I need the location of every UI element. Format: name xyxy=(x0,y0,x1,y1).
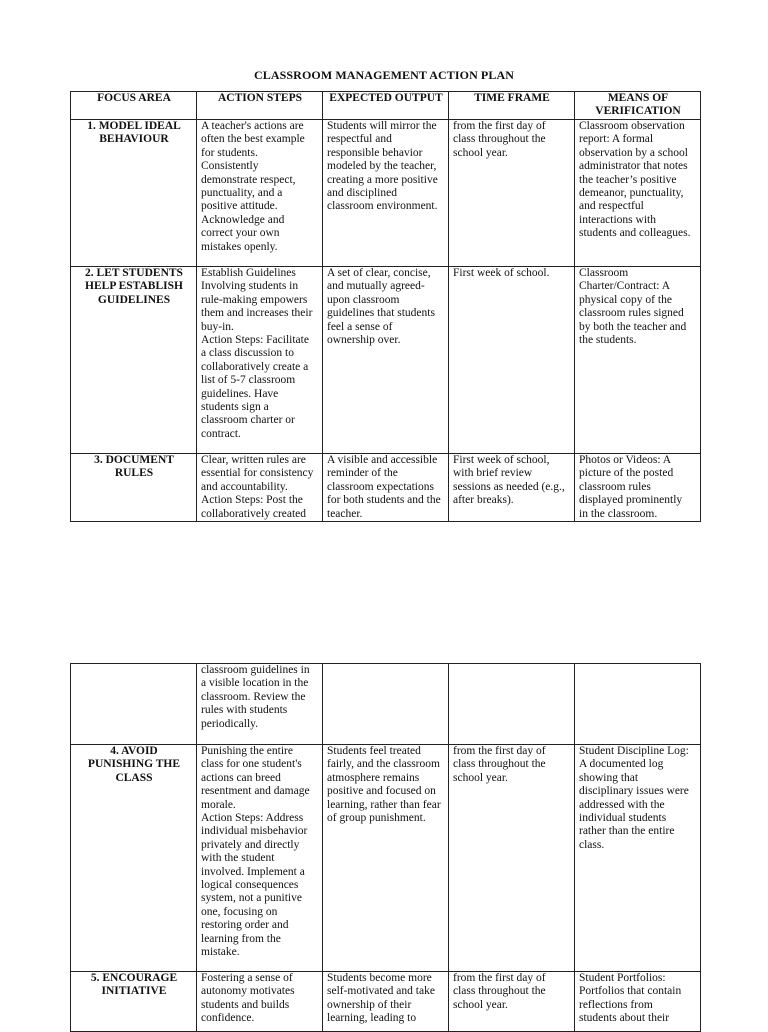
header-time-frame: TIME FRAME xyxy=(449,92,575,120)
document-title: CLASSROOM MANAGEMENT ACTION PLAN xyxy=(254,68,514,82)
verification-cell: Photos or Videos: A picture of the posted classroom rules displayed prominently in the classroom. xyxy=(575,454,701,522)
header-expected-output: EXPECTED OUTPUT xyxy=(323,92,449,120)
table-row xyxy=(71,664,701,745)
action-steps-cell: Punishing the entire class for one student's actions can breed resentment and damage morale. Action Steps: Address individual misbehavior privately and directly with the student involved. Implement a logical consequences system, not a punitive one, focusing on restoring order and learning from the mistake. xyxy=(197,745,323,972)
verification-cell: Classroom observation report: A formal observation by a school administrator that notes the teacher’s positive demeanor, punctuality, and respectful interactions with students and colleagues. xyxy=(575,120,701,267)
time-frame-cell: First week of school. xyxy=(449,267,575,454)
action-plan-table-page-2 xyxy=(70,663,701,1032)
verification-cell: Student Portfolios: Portfolios that contain reflections from students about their xyxy=(575,972,701,1032)
table-header-row xyxy=(71,92,701,120)
action-steps-cell: Establish Guidelines Involving students in rule-making empowers them and increases their buy-in. Action Steps: Facilitate a class discussion to collaboratively create a list of 5-7 classroom guidelines. Have students sign a classroom charter or contract. xyxy=(197,267,323,454)
expected-output-cell: Students become more self-motivated and take ownership of their learning, leading to xyxy=(323,972,449,1032)
focus-area-cell xyxy=(71,664,197,745)
verification-cell: Classroom Charter/Contract: A physical copy of the classroom rules signed by both the teacher and the students. xyxy=(575,267,701,454)
expected-output-cell xyxy=(323,664,449,745)
time-frame-cell: from the first day of class throughout the school year. xyxy=(449,745,575,972)
action-steps-cell: A teacher's actions are often the best example for students. Consistently demonstrate respect, punctuality, and a positive attitude. Acknowledge and correct your own mistakes openly. xyxy=(197,120,323,267)
table-row xyxy=(71,267,701,454)
table-row xyxy=(71,454,701,522)
time-frame-cell: from the first day of class throughout the school year. xyxy=(449,120,575,267)
focus-area-cell: 2. LET STUDENTS HELP ESTABLISH GUIDELINES xyxy=(71,267,197,454)
time-frame-cell: from the first day of class throughout the school year. xyxy=(449,972,575,1032)
header-action-steps: ACTION STEPS xyxy=(197,92,323,120)
focus-area-cell: 4. AVOID PUNISHING THE CLASS xyxy=(71,745,197,972)
table-row xyxy=(71,120,701,267)
time-frame-cell: First week of school, with brief review sessions as needed (e.g., after breaks). xyxy=(449,454,575,522)
header-focus-area: FOCUS AREA xyxy=(71,92,197,120)
action-steps-cell: Clear, written rules are essential for consistency and accountability. Action Steps: Post the collaboratively created xyxy=(197,454,323,522)
focus-area-cell: 3. DOCUMENT RULES xyxy=(71,454,197,522)
action-plan-table-page-1 xyxy=(70,91,701,522)
time-frame-cell xyxy=(449,664,575,745)
action-steps-cell: classroom guidelines in a visible location in the classroom. Review the rules with students periodically. xyxy=(197,664,323,745)
header-means-of-verification: MEANS OF VERIFICATION xyxy=(575,92,701,120)
table-row xyxy=(71,745,701,972)
expected-output-cell: A set of clear, concise, and mutually agreed- upon classroom guidelines that students feel a sense of ownership over. xyxy=(323,267,449,454)
expected-output-cell: Students feel treated fairly, and the classroom atmosphere remains positive and focused on learning, rather than fear of group punishment. xyxy=(323,745,449,972)
expected-output-cell: A visible and accessible reminder of the classroom expectations for both students and the teacher. xyxy=(323,454,449,522)
expected-output-cell: Students will mirror the respectful and responsible behavior modeled by the teacher, creating a more positive and disciplined classroom environment. xyxy=(323,120,449,267)
verification-cell xyxy=(575,664,701,745)
focus-area-cell: 1. MODEL IDEAL BEHAVIOUR xyxy=(71,120,197,267)
table-row xyxy=(71,972,701,1032)
focus-area-cell: 5. ENCOURAGE INITIATIVE xyxy=(71,972,197,1032)
verification-cell: Student Discipline Log: A documented log showing that disciplinary issues were addressed with the individual students rather than the entire class. xyxy=(575,745,701,972)
action-steps-cell: Fostering a sense of autonomy motivates students and builds confidence. xyxy=(197,972,323,1032)
